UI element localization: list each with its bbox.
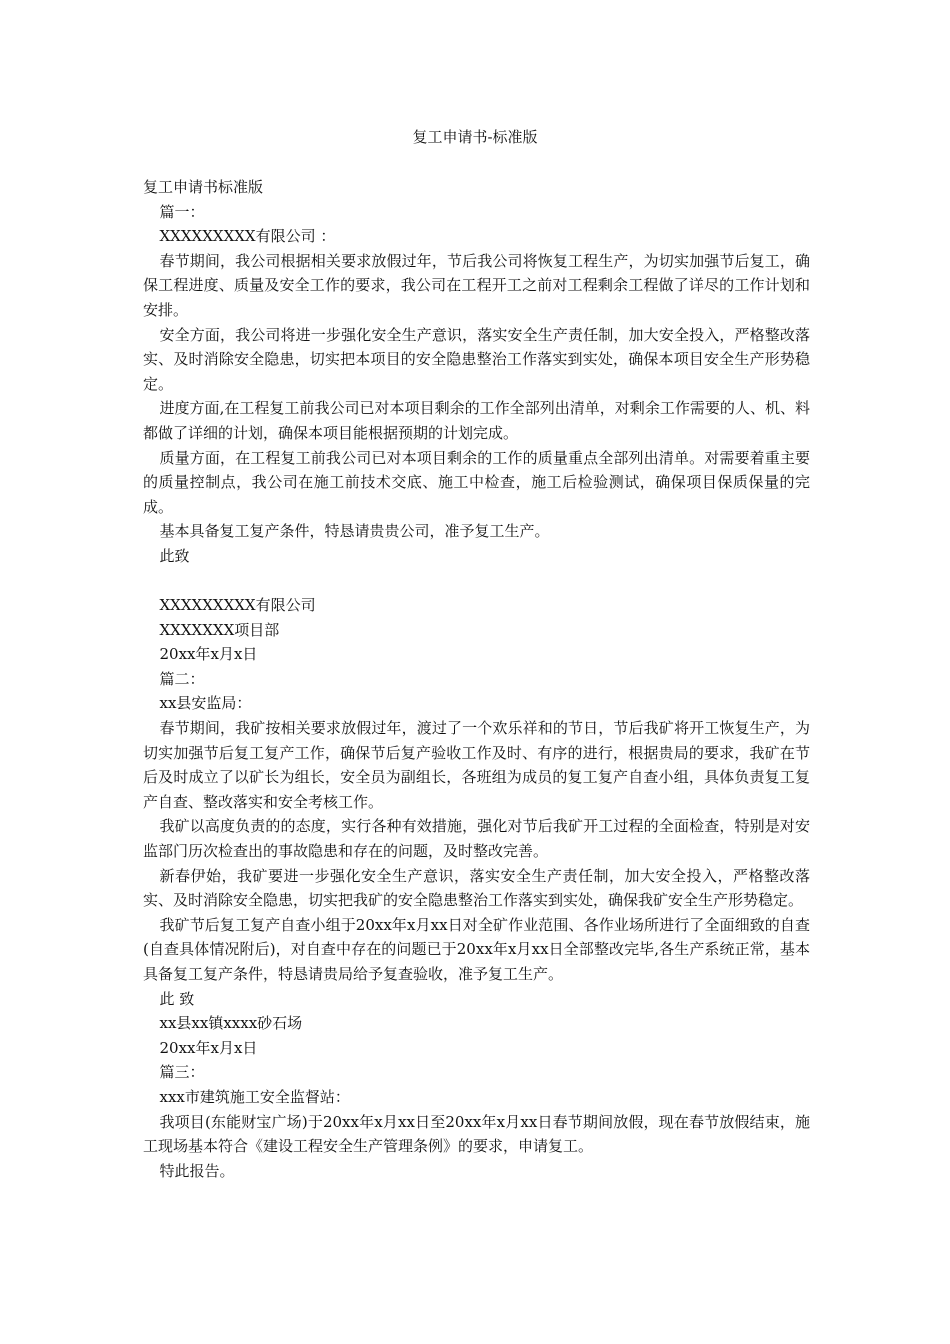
paragraph: 质量方面，在工程复工前我公司已对本项目剩余的工作的质量重点全部列出清单。对需要着重主要的质量控制点，我公司在施工前技术交底、施工中检查，施工后检验测试，确保项目保质保量的完成。 xyxy=(143,448,810,516)
paragraph: XXXXXXX项目部 xyxy=(159,620,280,639)
paragraph: 20xx年x月x日 xyxy=(159,1038,258,1057)
paragraph: 春节期间，我公司根据相关要求放假过年，节后我公司将恢复工程生产，为切实加强节后复工，确保工程进度、质量及安全工作的要求，我公司在工程开工之前对工程剩余工程做了详尽的工作计划和安排。 xyxy=(143,251,810,319)
paragraph: 我项目(东能财宝广场)于20xx年x月xx日至20xx年x月xx日春节期间放假，现在春节放假结束，施工现场基本符合《建设工程安全生产管理条例》的要求，申请复工。 xyxy=(143,1112,810,1156)
paragraph: 此 致 xyxy=(159,989,195,1008)
document-body xyxy=(143,175,810,1183)
paragraph: 20xx年x月x日 xyxy=(159,645,258,664)
paragraph: 进度方面,在工程复工前我公司已对本项目剩余的工作全部列出清单，对剩余工作需要的人、机、料都做了详细的计划，确保本项目能根据预期的计划完成。 xyxy=(143,399,810,442)
paragraph: xx县安监局： xyxy=(159,694,252,713)
paragraph: xxx市建筑施工安全监督站： xyxy=(159,1087,350,1106)
paragraph: 春节期间，我矿按相关要求放假过年，渡过了一个欢乐祥和的节日，节后我矿将开工恢复生产，为切实加强节后复工复产工作，确保节后复产验收工作及时、有序的进行，根据贵局的要求，我矿在节后及时成立了以矿长为组长，安全员为副组长，各班组为成员的复工复产自查小组，具体负责复工复产自查、整改落实和安全考核工作。 xyxy=(143,719,810,811)
document-title: 复工申请书-标准版 xyxy=(412,128,538,146)
paragraph: 复工申请书标准版 xyxy=(143,178,264,196)
paragraph: XXXXXXXXX有限公司 ： xyxy=(159,227,336,246)
paragraph: 篇一： xyxy=(159,202,205,221)
paragraph: 基本具备复工复产条件，特恳请贵贵公司，准予复工生产。 xyxy=(159,522,550,541)
paragraph: 特此报告。 xyxy=(159,1161,235,1180)
paragraph: xx县xx镇xxxx砂石场 xyxy=(159,1014,303,1033)
paragraph: XXXXXXXXX有限公司 xyxy=(159,596,316,615)
paragraph: 篇二： xyxy=(159,669,205,688)
paragraph: 我矿节后复工复产自查小组于20xx年x月xx日对全矿作业范围、各作业场所进行了全面细致的自查(自查具体情况附后)，对自查中存在的问题已于20xx年x月xx日全部整改完毕,各生产系统正常，基本具备复工复产条件，特恳请贵局给予复查验收，准予复工生产。 xyxy=(143,915,810,983)
paragraph: 此致 xyxy=(159,546,190,565)
paragraph: 安全方面，我公司将进一步强化安全生产意识，落实安全生产责任制，加大安全投入，严格整改落实、及时消除安全隐患，切实把本项目的安全隐患整治工作落实到实处，确保本项目安全生产形势稳定。 xyxy=(143,325,810,393)
blank-line xyxy=(143,569,810,594)
paragraph: 我矿以高度负责的的态度，实行各种有效措施，强化对节后我矿开工过程的全面检查，特别是对安监部门历次检查出的事故隐患和存在的问题，及时整改完善。 xyxy=(143,817,810,861)
paragraph: 篇三： xyxy=(159,1063,205,1082)
paragraph: 新春伊始，我矿要进一步强化安全生产意识，落实安全生产责任制，加大安全投入，严格整改落实、及时消除安全隐患，切实把我矿的安全隐患整治工作落实到实处，确保我矿安全生产形势稳定。 xyxy=(143,866,810,910)
